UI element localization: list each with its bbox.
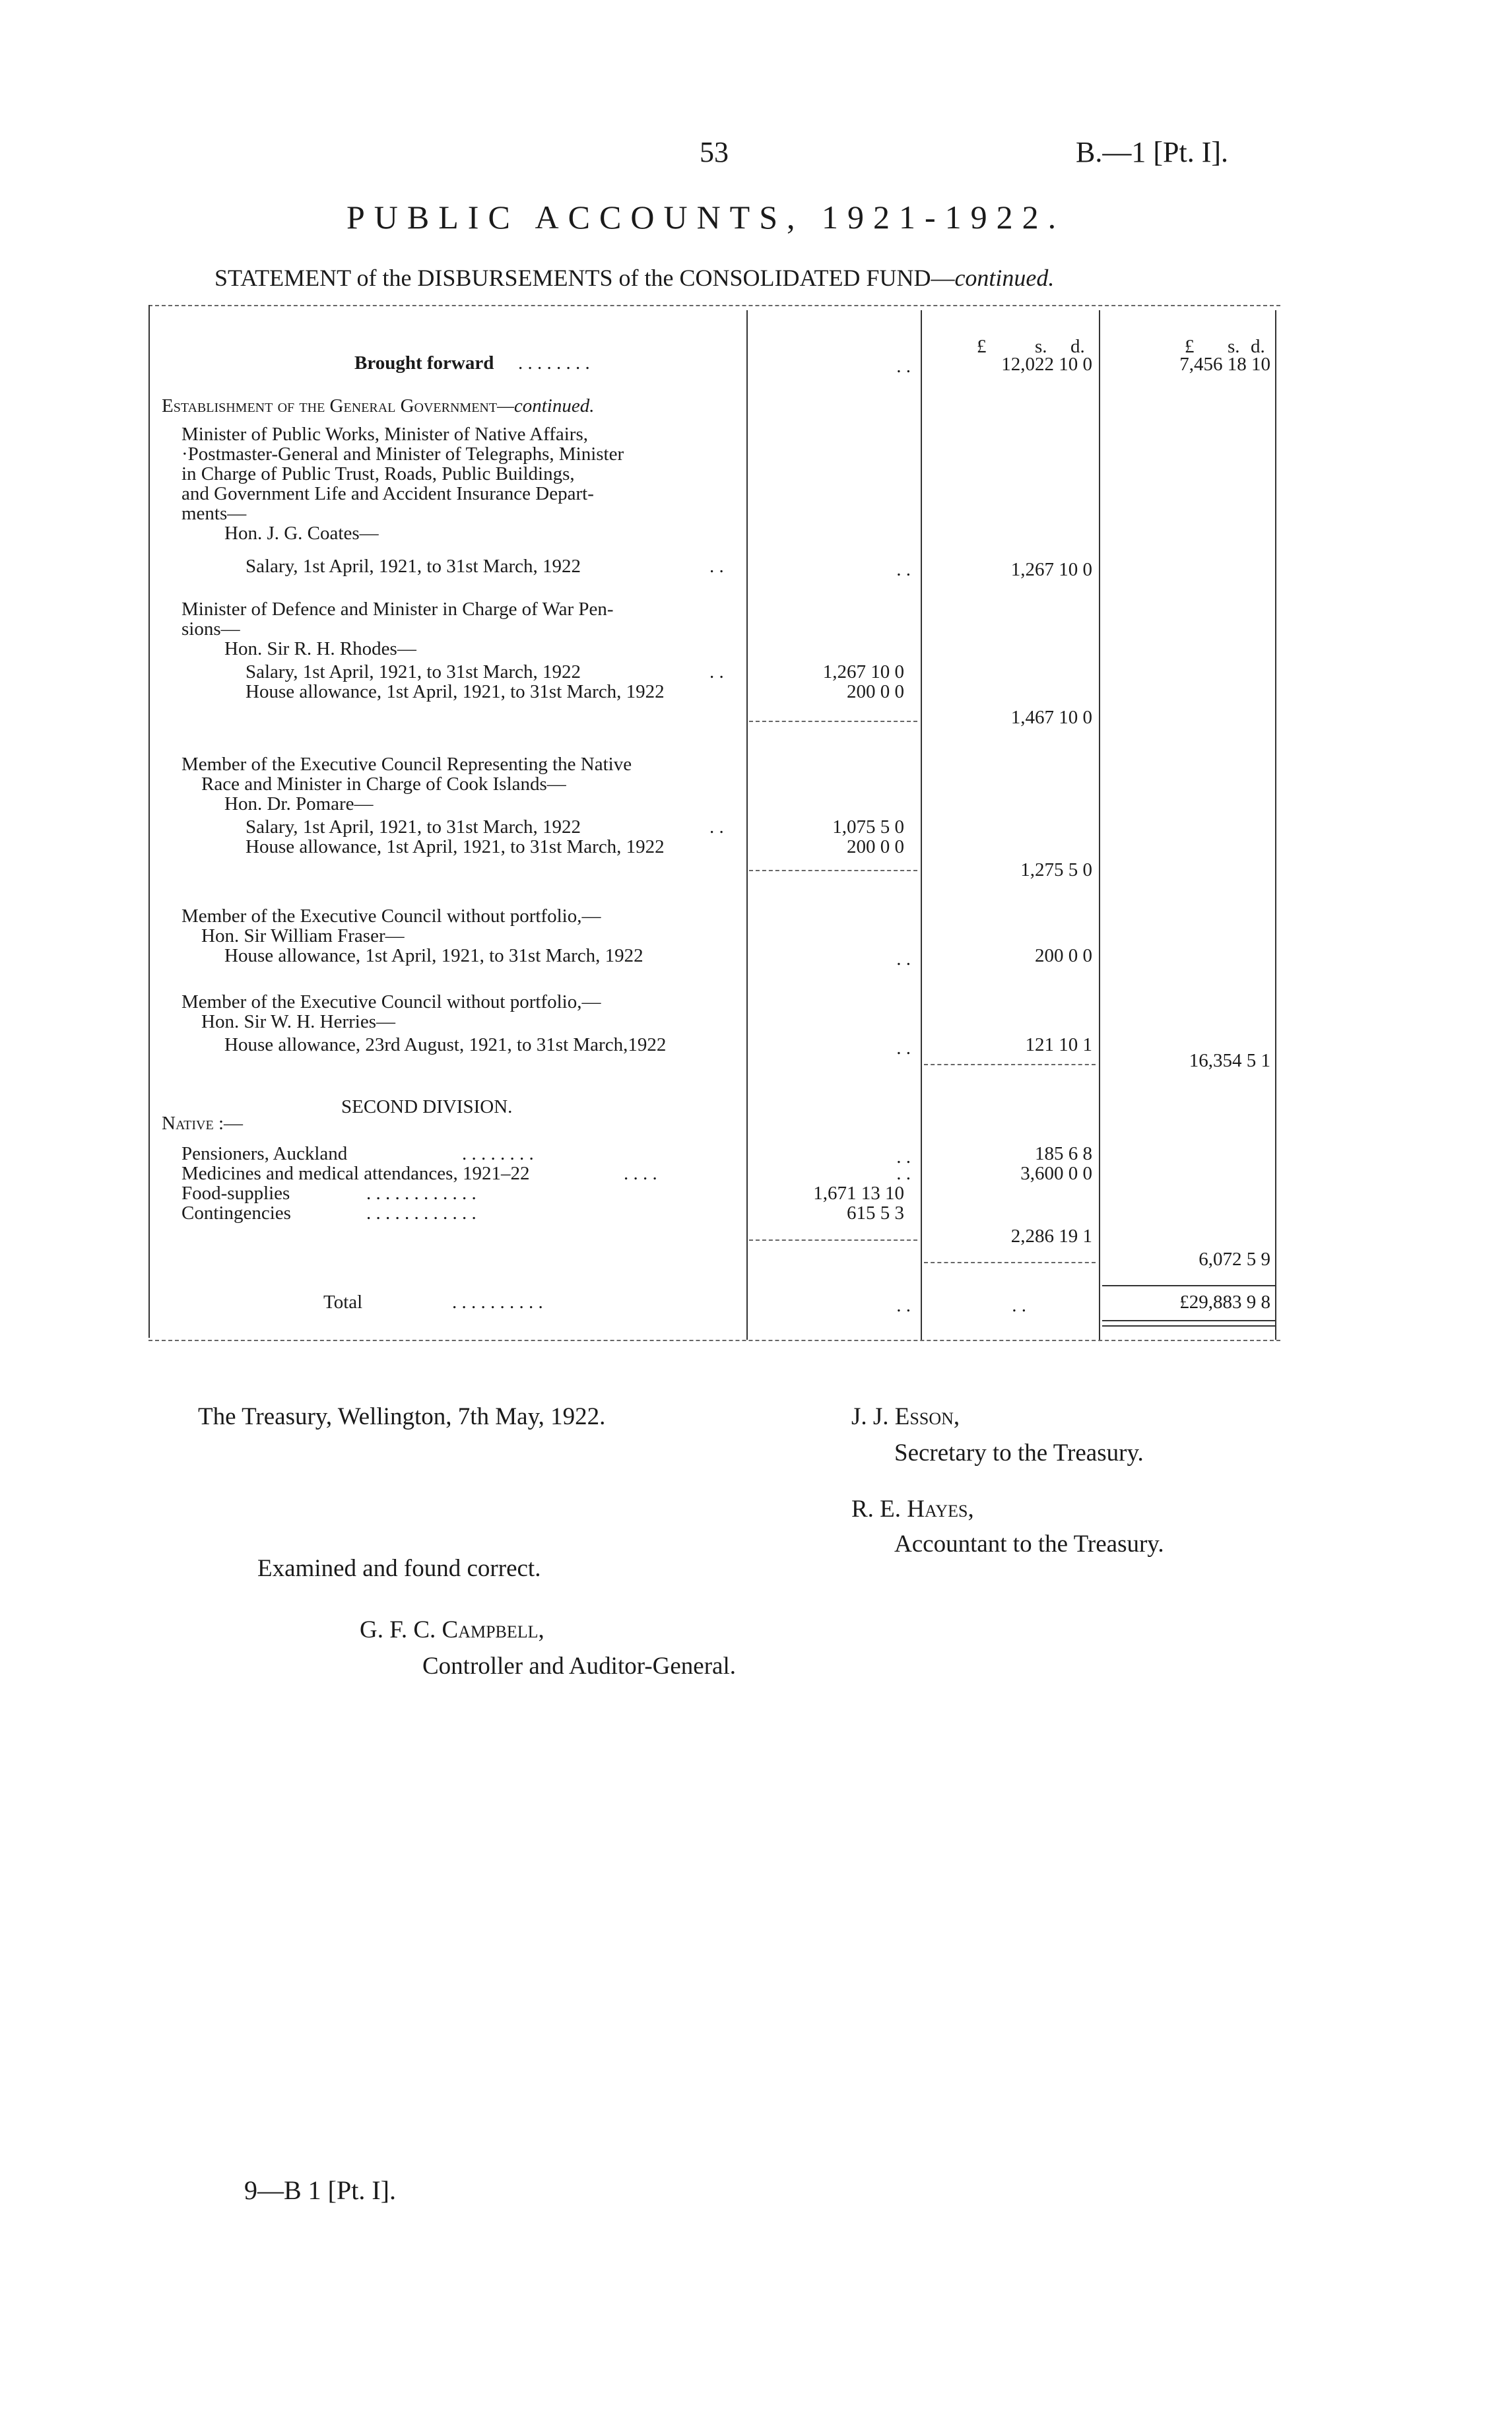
row-dots: . . . . <box>624 1163 657 1184</box>
second-division-col1-rule <box>749 1239 917 1241</box>
group5-sum-rule <box>924 1064 1096 1065</box>
group4-line: Member of the Executive Council without portfolio,— <box>181 906 601 927</box>
campbell-name-text: G. F. C. Campbell, <box>360 1616 544 1643</box>
group3-item-2: House allowance, 1st April, 1921, to 31st March, 1922 <box>246 836 665 857</box>
group2-item-1: Salary, 1st April, 1921, to 31st March, 1922 <box>246 661 581 682</box>
group3-line-2: Race and Minister in Charge of Cook Islands— <box>201 774 566 795</box>
total-label: Total <box>323 1292 363 1313</box>
group1-item-dots: . . <box>709 556 724 577</box>
group2-subtotal: 1,467 10 0 <box>1010 707 1092 728</box>
col2-shilling-header: s. <box>1035 336 1047 357</box>
row-dots: . . . . . . . . . . . . <box>366 1203 477 1224</box>
row-col1: 615 5 3 <box>847 1203 904 1224</box>
total-rule-bottom-2 <box>1102 1325 1275 1327</box>
group1-item: Salary, 1st April, 1921, to 31st March, 1922 <box>246 556 581 577</box>
group5-line: Member of the Executive Council without portfolio,— <box>181 991 601 1012</box>
table-bottom-border <box>148 1340 1280 1341</box>
esson-title: Secretary to the Treasury. <box>894 1439 1144 1467</box>
group1-col1: . . <box>896 559 911 580</box>
brought-forward-col1: . . <box>896 356 911 377</box>
row-label: Medicines and medical attendances, 1921–22 <box>181 1163 530 1184</box>
group2-item-1-value: 1,267 10 0 <box>822 661 904 682</box>
group3-subtotal: 1,275 5 0 <box>1020 859 1092 880</box>
page-footer: 9—B 1 [Pt. I]. <box>244 2175 396 2205</box>
group3-item-2-value: 200 0 0 <box>847 836 904 857</box>
group4-person: Hon. Sir William Fraser— <box>201 925 405 946</box>
col2-pound-header: £ <box>977 336 987 357</box>
total-col2: . . <box>1012 1295 1026 1316</box>
total-rule-bottom-1 <box>1102 1320 1275 1321</box>
row-label: Pensioners, Auckland <box>181 1143 348 1164</box>
group5-item: House allowance, 23rd August, 1921, to 31st March,1922 <box>224 1034 667 1055</box>
row-col2: 185 6 8 <box>1035 1143 1092 1164</box>
table-top-border <box>148 305 1280 306</box>
page-number: 53 <box>700 136 729 168</box>
table-right-border <box>1275 310 1276 1340</box>
col3-shilling-header: s. <box>1228 336 1240 357</box>
page-title: PUBLIC ACCOUNTS, 1921-1922. <box>346 199 1066 236</box>
row-dots: . . . . . . . . . . . . <box>366 1183 477 1204</box>
total-col1: . . <box>896 1295 911 1316</box>
group2-item-1-dots: . . <box>709 661 724 682</box>
total-dots: . . . . . . . . . . <box>452 1292 543 1313</box>
group1-line-4: and Government Life and Accident Insurance Depart- <box>181 483 594 504</box>
esson-name-text: J. J. Esson, <box>851 1403 960 1430</box>
second-division-total: 6,072 5 9 <box>1199 1249 1270 1270</box>
group1-col2: 1,267 10 0 <box>1010 559 1092 580</box>
document-reference: B.—1 [Pt. I]. <box>1076 136 1228 168</box>
section-continued: —continued. <box>497 395 595 416</box>
column-divider-1 <box>746 310 748 1340</box>
table-left-border <box>148 305 150 1338</box>
second-division-subtotal: 2,286 19 1 <box>1010 1226 1092 1247</box>
group3-item-1-value: 1,075 5 0 <box>832 816 904 838</box>
row-col1: . . <box>896 1163 911 1184</box>
section-title: Establishment of the General Government <box>162 395 498 416</box>
group3-person: Hon. Dr. Pomare— <box>224 793 374 814</box>
row-dots: . . . . . . . . <box>462 1143 534 1164</box>
col3-pound-header: £ <box>1185 336 1195 357</box>
row-col2: 3,600 0 0 <box>1020 1163 1092 1184</box>
group5-person: Hon. Sir W. H. Herries— <box>201 1011 396 1032</box>
subtitle-text: STATEMENT of the DISBURSEMENTS of the CONSOLIDATED FUND— <box>214 265 955 291</box>
group2-item-2: House allowance, 1st April, 1921, to 31st March, 1922 <box>246 681 665 702</box>
group1-line-3: in Charge of Public Trust, Roads, Public Buildings, <box>181 463 575 484</box>
brought-forward-dots: . . . . . . . . <box>518 352 590 374</box>
group2-item-2-value: 200 0 0 <box>847 681 904 702</box>
group1-line-5: ments— <box>181 503 247 524</box>
group4-col2: 200 0 0 <box>1035 945 1092 966</box>
native-label: Native :— <box>162 1113 244 1134</box>
row-col1: 1,671 13 10 <box>813 1183 904 1204</box>
group3-line-1: Member of the Executive Council Representing the Native <box>181 754 632 775</box>
group5-col2: 121 10 1 <box>1025 1034 1092 1055</box>
row-label: Food-supplies <box>181 1183 290 1204</box>
hayes-name-text: R. E. Hayes, <box>851 1496 974 1523</box>
group1-line-1: Minister of Public Works, Minister of Native Affairs, <box>181 424 588 445</box>
column-divider-2 <box>921 310 922 1340</box>
col2-pence-header: d. <box>1070 336 1085 357</box>
group3-item-1-dots: . . <box>709 816 724 838</box>
esson-name <box>851 1402 960 1431</box>
grand-total: £29,883 9 8 <box>1179 1292 1270 1313</box>
row-col1: . . <box>896 1146 911 1168</box>
campbell-name <box>360 1616 544 1644</box>
examined-note: Examined and found correct. <box>257 1555 541 1582</box>
brought-forward-col2: 12,022 10 0 <box>1001 354 1092 375</box>
subtitle-continued: continued. <box>954 265 1055 291</box>
hayes-name <box>851 1495 974 1523</box>
section-total: 16,354 5 1 <box>1189 1050 1270 1071</box>
group5-col1: . . <box>896 1038 911 1059</box>
group3-sum-rule <box>749 870 917 871</box>
group2-line-2: sions— <box>181 618 240 640</box>
total-rule-top <box>1102 1285 1275 1286</box>
hayes-title: Accountant to the Treasury. <box>894 1531 1164 1558</box>
column-divider-3 <box>1099 310 1100 1340</box>
col3-pence-header: d. <box>1251 336 1265 357</box>
second-division-col2-rule <box>924 1262 1096 1263</box>
group2-person: Hon. Sir R. H. Rhodes— <box>224 638 416 659</box>
campbell-title: Controller and Auditor-General. <box>422 1653 736 1680</box>
second-division-heading: SECOND DIVISION. <box>341 1096 513 1117</box>
group4-col1: . . <box>896 948 911 970</box>
brought-forward-label: Brought forward <box>354 352 494 374</box>
group2-sum-rule <box>749 721 917 722</box>
group2-line-1: Minister of Defence and Minister in Charge of War Pen- <box>181 599 614 620</box>
section-heading <box>162 396 595 416</box>
group1-person: Hon. J. G. Coates— <box>224 523 379 544</box>
group1-line-2: ·Postmaster-General and Minister of Telegraphs, Minister <box>181 444 624 465</box>
group4-item: House allowance, 1st April, 1921, to 31st March, 1922 <box>224 945 643 966</box>
brought-forward-col3: 7,456 18 10 <box>1179 354 1270 375</box>
row-label: Contingencies <box>181 1203 291 1224</box>
statement-subtitle <box>214 264 1054 292</box>
group3-item-1: Salary, 1st April, 1921, to 31st March, 1922 <box>246 816 581 838</box>
place-date: The Treasury, Wellington, 7th May, 1922. <box>198 1403 606 1430</box>
